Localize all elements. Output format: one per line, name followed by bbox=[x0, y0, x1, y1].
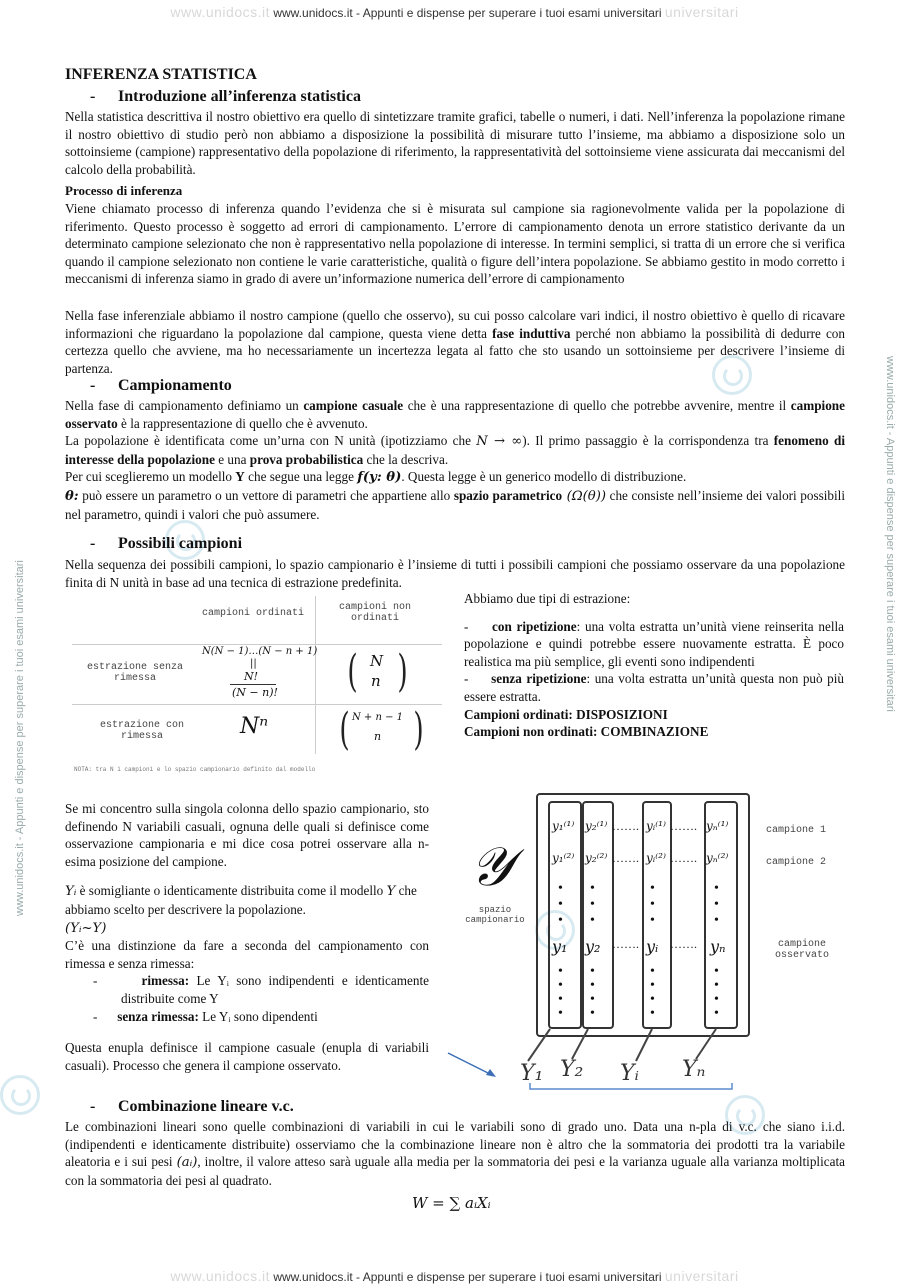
binom-top: N bbox=[370, 652, 384, 670]
formula-n-power: Nⁿ bbox=[240, 714, 269, 739]
text: . Questa legge è un generico modello di distribuzione. bbox=[401, 469, 687, 485]
possibili-paragraph: Nella sequenza dei possibili campioni, lo spazio campionario è l’insieme di tutti i possibili campioni che possiamo osservare da una popolazione finita di N unità in base ad una tecnica di estrazione predefinita. bbox=[65, 557, 845, 590]
text: che consiste nell’insieme dei valori possibili nel parametro, quindi i valori che può assumere. bbox=[65, 487, 845, 522]
text: Le combinazioni lineari sono quelle combinazioni di variabili in cui le variabili sono di grado uno. Data una n-pla di v.c. che siano i.i.d. (indipendenti e identicamente distribuite) osserviamo che la combinazione lineare non è altro che la sommatoria dei prodotti tra la variabile aleatoria e i sui pesi bbox=[65, 1119, 845, 1170]
diagram-arrows bbox=[440, 785, 860, 1095]
dash: - bbox=[464, 618, 474, 634]
cell: y₂⁽²⁾ bbox=[585, 851, 608, 865]
vertical-dots: • • • bbox=[590, 881, 595, 928]
text: Nella fase di campionamento definiamo un bbox=[65, 398, 304, 413]
dots: ……. bbox=[612, 851, 639, 865]
fraction-bar bbox=[230, 684, 276, 685]
binom2-top: N + n − 1 bbox=[352, 712, 404, 723]
cell: y₂⁽¹⁾ bbox=[585, 819, 608, 833]
text: che abbiamo scelto per descrivere la popolazione. bbox=[65, 883, 417, 917]
cell: y₂ bbox=[585, 937, 601, 956]
watermark-faint-left: www.unidocs.it bbox=[170, 4, 270, 20]
senza-ripetizione-text: : una volta estratta un’unità questa non può più essere estratta. bbox=[464, 671, 845, 704]
processo-paragraph-1: Viene chiamato processo di inferenza quando l’evidenza che si è misurata sul campione sia ragionevolmente valida per la popolazione di riferimento. Questo processo è soggetto ad errori di campionamento. L’errore di campionamento denota un errore statistico derivante da un determinato campione selezionato che non è rappresentativo nella popolazione di interesse. In termini semplici, si tratta di un errore che si verifica quando il campione selezionato non contiene le varie caratteristiche, qualità o figure dell’intera popolazione. Se abbiamo gestito in modo corretto i meccanismi di inferenza siamo in grado di avere un’informazione numerica dell’errore di campionamento bbox=[65, 201, 845, 287]
campione-osservato-label: campione osservato bbox=[774, 939, 829, 961]
dash: - bbox=[464, 671, 473, 687]
variabili-p2 bbox=[65, 882, 429, 937]
rimessa-label: rimessa: bbox=[141, 973, 190, 989]
heading-intro-text: Introduzione all’inferenza statistica bbox=[118, 88, 361, 105]
vertical-dots: • • • • bbox=[590, 964, 595, 1021]
campione-2-label: campione 2 bbox=[766, 857, 827, 868]
senza-ripetizione bbox=[464, 670, 844, 705]
yi: Yᵢ bbox=[65, 884, 77, 900]
heading-campionamento: - Campionamento bbox=[90, 377, 232, 394]
heading-combinazione-text: Combinazione lineare v.c. bbox=[118, 1098, 294, 1115]
heading-possibili-text: Possibili campioni bbox=[118, 535, 243, 552]
formula-numerator: N! bbox=[244, 670, 259, 683]
binom-bottom: n bbox=[371, 672, 381, 690]
vertical-dots: • • • bbox=[650, 881, 655, 928]
heading-processo: Processo di inferenza bbox=[65, 183, 183, 198]
yi-sim-y: (Yᵢ~Y) bbox=[65, 920, 107, 936]
Y1: Y₁ bbox=[520, 1061, 544, 1086]
processo-paragraph-2 bbox=[65, 307, 845, 377]
senza-rimessa-text: Le Yᵢ sono dipendenti bbox=[198, 1008, 318, 1024]
cell: yᵢ⁽²⁾ bbox=[646, 851, 666, 865]
processo-text: Nella fase inferenziale abbiamo il nostro campione (quello che osservo), su cui posso calcolare vari indici, il nostro obiettivo è quello di ricavare informazioni che riguardano la popolazione dal campione, questa viene detta bbox=[65, 308, 845, 341]
text: può essere un parametro o un vettore di parametri che appartiene allo bbox=[78, 487, 454, 503]
senza-ripetizione-label: senza ripetizione bbox=[491, 671, 587, 687]
dots: ……. bbox=[612, 937, 639, 951]
text: che la descriva. bbox=[363, 451, 449, 467]
sample-space-diagram bbox=[440, 785, 860, 1095]
watermark-faint-right-bottom: universitari bbox=[664, 1268, 739, 1284]
sample-space-table bbox=[72, 596, 447, 776]
watermark-faint-left-bottom: www.unidocs.it bbox=[170, 1268, 270, 1284]
watermark-faint-right: universitari bbox=[664, 4, 739, 20]
combinazione-paragraph bbox=[65, 1118, 845, 1189]
variabili-p3: C’è una distinzione da fare a seconda del campionamento con rimessa e senza rimessa: bbox=[65, 938, 429, 971]
row-con-rimessa: estrazione con rimessa bbox=[99, 720, 184, 742]
watermark-side-right: www.unidocs.it - Appunti e dispense per superare i tuoi esami universitari bbox=[884, 356, 896, 712]
cell: yᵢ⁽¹⁾ bbox=[646, 819, 666, 833]
campione-osservato: campione osservato bbox=[65, 398, 845, 431]
cell: y₁⁽²⁾ bbox=[552, 851, 575, 865]
binom2-bottom: n bbox=[374, 730, 382, 743]
math: f(y: θ) bbox=[357, 470, 402, 486]
intro-paragraph: Nella statistica descrittiva il nostro obiettivo era quello di sintetizzare tramite grafici, tabelle o numeri, i dati. Nell’inferenza la popolazione rimane il nostro obiettivo di studio però non abbiamo a disposizione la possibilità di misurare tutto l’insieme, ma abbiamo a disposizione solo un sottoinsieme (campione) rappresentativo della popolazione di riferimento, la rappresentatività del sottoinsieme viene assicurata dai meccanismi del calcolo della probabilità. bbox=[65, 109, 845, 177]
watermark-top-text: www.unidocs.it - Appunti e dispense per superare i tuoi esami universitari bbox=[273, 6, 662, 20]
right-paren: ) bbox=[397, 646, 408, 697]
campioni-non-ordinati: Campioni non ordinati: COMBINAZIONE bbox=[464, 724, 709, 740]
text: è la rappresentazione di quello che è avvenuto. bbox=[117, 415, 368, 431]
fase-induttiva: fase induttiva bbox=[492, 325, 571, 341]
cell: yᵢ bbox=[646, 937, 659, 956]
vertical-dots: • • • bbox=[558, 881, 563, 928]
text: e una bbox=[214, 451, 250, 467]
math: (Ω(θ)) bbox=[562, 488, 607, 504]
formula-equal: || bbox=[250, 658, 257, 669]
row-senza-rimessa: estrazione senza rimessa bbox=[86, 662, 183, 684]
heading-intro: - Introduzione all’inferenza statistica bbox=[90, 88, 361, 105]
campioni-ordinati: Campioni ordinati: DISPOSIZIONI bbox=[464, 706, 668, 722]
processo-text-end: perché non abbiamo la possibilità di dedurre con certezza quello che avviene, ma ho necessariamente un incertezza legata al fatto che sto usando un sottoinsieme per descrivere l’insieme di partenza. bbox=[65, 325, 845, 376]
cell: yₙ⁽²⁾ bbox=[706, 851, 729, 865]
watermark-bottom-text: www.unidocs.it - Appunti e dispense per superare i tuoi esami universitari bbox=[273, 1270, 662, 1284]
left-paren-2: ( bbox=[339, 704, 350, 755]
prova-probabilistica: prova probabilistica bbox=[249, 451, 364, 467]
variabili-p4: Questa enupla definisce il campione casuale (enupla di variabili casuali). Processo che genera il campione osservato. bbox=[65, 1040, 429, 1073]
col-non-ordinati: campioni non ordinati bbox=[338, 602, 411, 624]
heading-campionamento-text: Campionamento bbox=[118, 377, 232, 394]
fenomeno: fenomeno di interesse della popolazione bbox=[65, 433, 845, 467]
watermark-top bbox=[0, 4, 909, 20]
campionamento-paragraph bbox=[65, 397, 845, 523]
math: (aᵢ) bbox=[176, 1155, 198, 1171]
vertical-dots: • • • bbox=[714, 881, 719, 928]
campione-casuale: campione casuale bbox=[303, 398, 404, 413]
dots: ……. bbox=[612, 819, 639, 833]
estrazione-intro: Abbiamo due tipi di estrazione: bbox=[464, 591, 631, 606]
variabili-column bbox=[65, 800, 429, 1074]
spazio-parametrico: spazio parametrico bbox=[453, 487, 563, 503]
text: che segue una legge bbox=[244, 469, 358, 485]
model-y: Y bbox=[235, 469, 245, 485]
text: Per cui sceglieremo un modello bbox=[65, 469, 236, 485]
cell: yₙ⁽¹⁾ bbox=[706, 819, 729, 833]
formula-denominator: (N − n)! bbox=[232, 686, 278, 699]
dots: ……. bbox=[670, 851, 697, 865]
variabili-p1: Se mi concentro sulla singola colonna dello spazio campionario, sto definendo N variabili casuali, ognuna delle quali si definisce come osservazione campionaria e mi dice cosa potrei osservare alla n-esima posizione del campione. bbox=[65, 801, 429, 869]
rimessa-text: Le Yᵢ sono indipendenti e identicamente distribuite come Y bbox=[121, 973, 429, 1006]
formula-top: N(N − 1)…(N − n + 1) bbox=[202, 646, 318, 657]
y: Y bbox=[386, 884, 396, 900]
Yn: Yₙ bbox=[682, 1057, 706, 1082]
campione-1-label: campione 1 bbox=[766, 825, 827, 836]
cell: y₁ bbox=[552, 937, 568, 956]
table-note: NOTA: tra N i campioni e lo spazio campionario definito dal modello bbox=[74, 766, 316, 773]
con-ripetizione bbox=[464, 618, 844, 671]
doc-title: INFERENZA STATISTICA bbox=[65, 66, 257, 83]
left-paren: ( bbox=[347, 646, 358, 697]
spazio-label: spazio campionario bbox=[465, 905, 525, 925]
formula-w: W = ∑ aᵢXᵢ bbox=[412, 1194, 491, 1212]
right-paren-2: ) bbox=[413, 704, 424, 755]
dots: ……. bbox=[670, 819, 697, 833]
senza-rimessa-label: senza rimessa: bbox=[117, 1008, 199, 1024]
text: , inoltre, il valore atteso sarà uguale alla media per la sommatoria dei pesi e la varianza uguale alla varianza moltiplicata con la sommatoria dei pesi al quadrato. bbox=[65, 1154, 845, 1188]
text: è somigliante o identicamente distribuita come il modello bbox=[76, 883, 387, 899]
text: che è una rappresentazione di quello che potrebbe avvenire, mentre il bbox=[403, 398, 791, 413]
Y2: Y₂ bbox=[560, 1057, 584, 1082]
heading-combinazione: - Combinazione lineare v.c. bbox=[90, 1098, 294, 1115]
watermark-bottom bbox=[0, 1268, 909, 1284]
estrazione-column bbox=[464, 590, 844, 741]
text: ). Il primo passaggio è la corrispondenza tra bbox=[522, 433, 774, 449]
Yi: Yᵢ bbox=[620, 1061, 639, 1086]
con-ripetizione-text: : una volta estratta un’unità viene reinserita nella popolazione e quindi potrebbe essere nuovamente estratta. È poco realistica ma più semplice, gli eventi sono indipendenti bbox=[464, 618, 845, 669]
watermark-logo bbox=[0, 1075, 40, 1115]
con-ripetizione-label: con ripetizione bbox=[492, 618, 577, 634]
col-ordinati: campioni ordinati bbox=[202, 608, 305, 619]
vertical-dots: • • • • bbox=[714, 964, 719, 1021]
bullet-senza-rimessa: - senza rimessa: Le Yᵢ sono dipendenti bbox=[93, 1008, 318, 1024]
script-y-symbol: 𝒴 bbox=[470, 835, 513, 898]
cell: yₙ bbox=[710, 937, 726, 956]
theta: θ: bbox=[65, 488, 79, 504]
math: N → ∞ bbox=[476, 434, 523, 450]
bullet-rimessa: - rimessa: Le Yᵢ sono indipendenti e identicamente distribuite come Y bbox=[93, 973, 429, 1006]
vertical-dots: • • • • bbox=[650, 964, 655, 1021]
text: La popolazione è identificata come un’urna con N unità (ipotizziamo che bbox=[65, 433, 477, 449]
dots: ……. bbox=[670, 937, 697, 951]
cell: y₁⁽¹⁾ bbox=[552, 819, 575, 833]
vertical-dots: • • • • bbox=[558, 964, 563, 1021]
heading-possibili: - Possibili campioni bbox=[90, 535, 243, 552]
watermark-side-left: www.unidocs.it - Appunti e dispense per superare i tuoi esami universitari bbox=[14, 560, 26, 916]
